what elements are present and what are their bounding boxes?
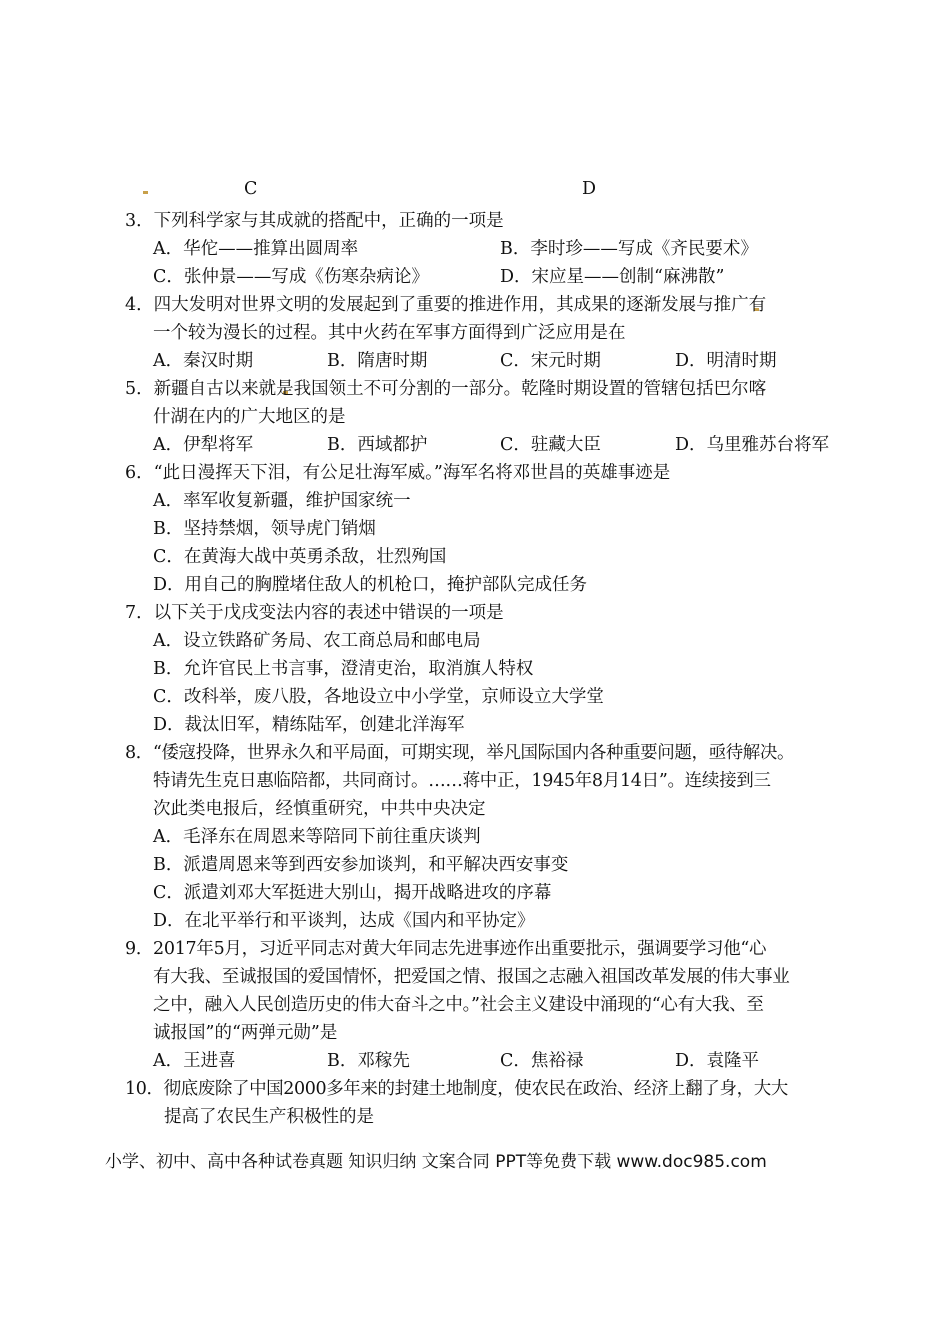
q3-option-d: D．宋应星——创制“麻沸散” <box>500 267 725 287</box>
question-4-stem-line-1: 4．四大发明对世界文明的发展起到了重要的推进作用，其成果的逐渐发展与推广有 <box>125 295 767 315</box>
q6-option-a: A．率军收复新疆，维护国家统一 <box>153 491 411 511</box>
q5-option-a: A．伊犁将军 <box>153 435 254 455</box>
question-6-stem: 6．“此日漫挥天下泪，有公足壮海军威。”海军名将邓世昌的英雄事迹是 <box>125 463 671 483</box>
q8-option-d: D．在北平举行和平谈判，达成《国内和平协定》 <box>153 911 535 931</box>
q4-option-c: C．宋元时期 <box>500 351 601 371</box>
q8-option-a: A．毛泽东在周恩来等陪同下前往重庆谈判 <box>153 827 481 847</box>
q6-option-b: B．坚持禁烟，领导虎门销烟 <box>153 519 376 539</box>
q7-option-b: B．允许官民上书言事，澄清吏治，取消旗人特权 <box>153 659 534 679</box>
question-8-stem-line-2: 特请先生克日惠临陪都，共同商讨。……蒋中正，1945年8月14日”。连续接到三 <box>153 771 771 791</box>
option-label-d: D <box>582 179 597 199</box>
scan-mark <box>143 191 148 194</box>
q9-option-d: D．袁隆平 <box>675 1051 760 1071</box>
q7-option-c: C．改科举，废八股，各地设立中小学堂，京师设立大学堂 <box>153 687 604 707</box>
q4-option-d: D．明清时期 <box>675 351 777 371</box>
q5-option-b: B．西域都护 <box>327 435 428 455</box>
q6-option-c: C．在黄海大战中英勇杀敌，壮烈殉国 <box>153 547 447 567</box>
q3-option-a: A．华佗——推算出圆周率 <box>153 239 359 259</box>
q4-option-b: B．隋唐时期 <box>327 351 428 371</box>
q5-option-d: D．乌里雅苏台将军 <box>675 435 830 455</box>
footer-text: 小学、初中、高中各种试卷真题 知识归纳 文案合同 PPT等免费下载 www.doc985.com <box>105 1152 767 1172</box>
question-4-stem-line-2: 一个较为漫长的过程。其中火药在军事方面得到广泛应用是在 <box>153 323 626 343</box>
question-8-stem-line-3: 次此类电报后，经慎重研究，中共中央决定 <box>153 799 486 819</box>
question-5-stem-line-1: 5．新疆自古以来就是我国领土不可分割的一部分。乾隆时期设置的管辖包括巴尔喀 <box>125 379 767 399</box>
question-8-stem-line-1: 8．“倭寇投降，世界永久和平局面，可期实现，举凡国际国内各种重要问题，亟待解决。 <box>125 743 795 763</box>
question-7-stem: 7．以下关于戊戌变法内容的表述中错误的一项是 <box>125 603 504 623</box>
q9-option-a: A．王进喜 <box>153 1051 236 1071</box>
q8-option-c: C．派遣刘邓大军挺进大别山，揭开战略进攻的序幕 <box>153 883 552 903</box>
q6-option-d: D．用自己的胸膛堵住敌人的机枪口，掩护部队完成任务 <box>153 575 588 595</box>
question-10-stem-line-1: 10．彻底废除了中国2000多年来的封建土地制度，使农民在政治、经济上翻了身，大大 <box>125 1079 788 1099</box>
q5-option-c: C．驻藏大臣 <box>500 435 601 455</box>
question-3-stem: 3．下列科学家与其成就的搭配中，正确的一项是 <box>125 211 504 231</box>
question-9-stem-line-4: 诚报国”的“两弹元勋”是 <box>153 1023 338 1043</box>
q3-option-b: B．李时珍——写成《齐民要术》 <box>500 239 758 259</box>
q9-option-c: C．焦裕禄 <box>500 1051 584 1071</box>
question-9-stem-line-2: 有大我、至诚报国的爱国情怀，把爱国之情、报国之志融入祖国改革发展的伟大事业 <box>153 967 790 987</box>
question-9-stem-line-1: 9．2017年5月，习近平同志对黄大年同志先进事迹作出重要批示，强调要学习他“心 <box>125 939 767 959</box>
question-10-stem-line-2: 提高了农民生产积极性的是 <box>164 1107 374 1127</box>
option-label-c: C <box>244 179 258 199</box>
q7-option-a: A．设立铁路矿务局、农工商总局和邮电局 <box>153 631 481 651</box>
q8-option-b: B．派遣周恩来等到西安参加谈判，和平解决西安事变 <box>153 855 569 875</box>
q3-option-c: C．张仲景——写成《伤寒杂病论》 <box>153 267 429 287</box>
q9-option-b: B．邓稼先 <box>327 1051 410 1071</box>
question-5-stem-line-2: 什湖在内的广大地区的是 <box>153 407 346 427</box>
q7-option-d: D．裁汰旧军，精练陆军，创建北洋海军 <box>153 715 465 735</box>
question-9-stem-line-3: 之中，融入人民创造历史的伟大奋斗之中。”社会主义建设中涌现的“心有大我、至 <box>153 995 764 1015</box>
q4-option-a: A．秦汉时期 <box>153 351 254 371</box>
